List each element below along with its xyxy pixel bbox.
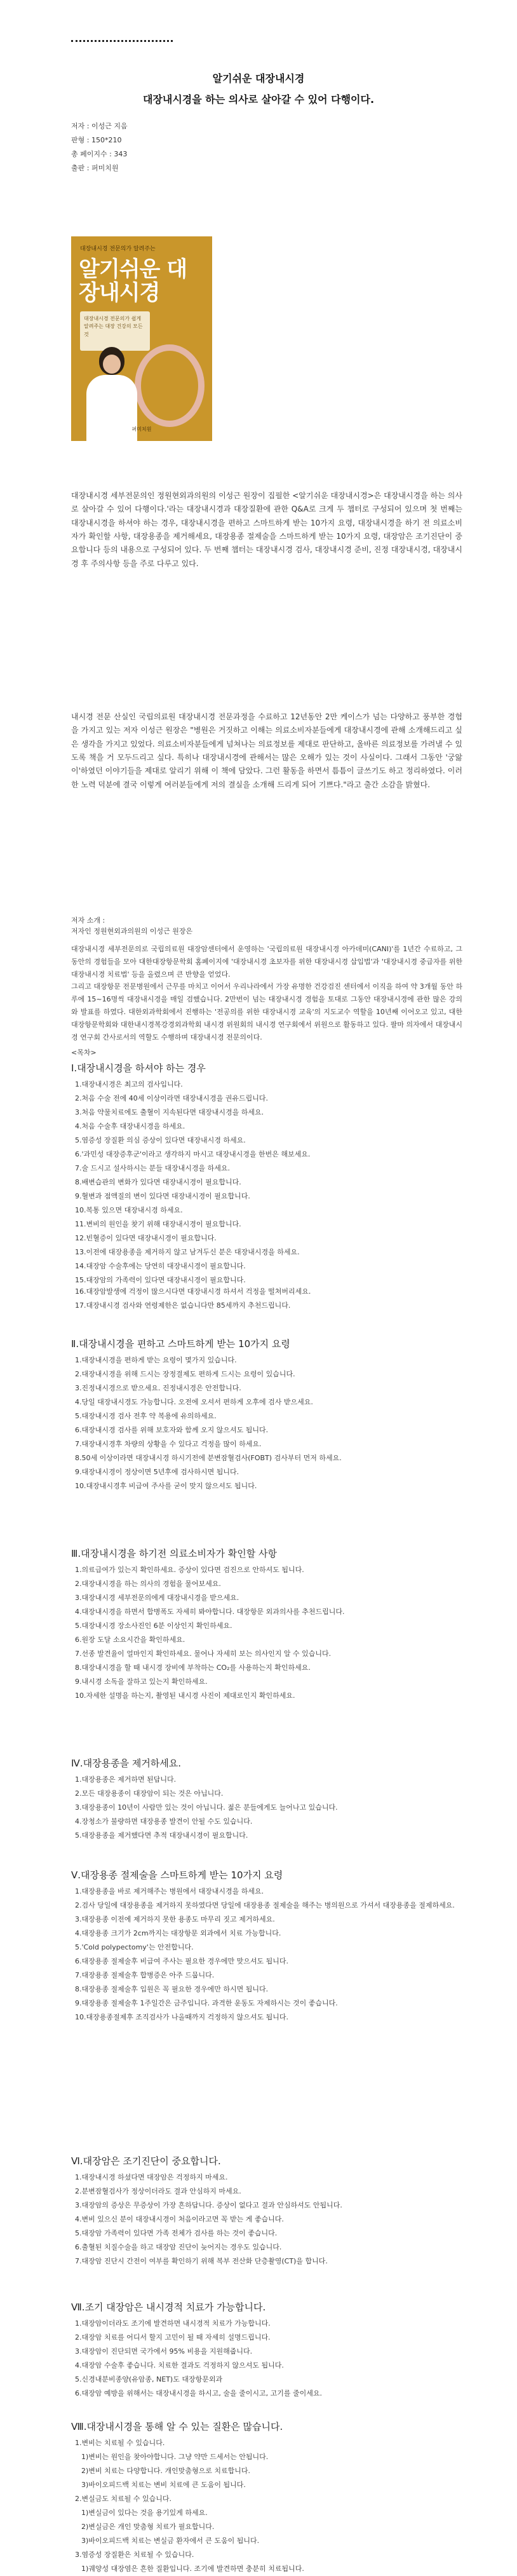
author-section — [71, 915, 462, 1043]
toc-item: 7.대장내시경후 차량의 상황을 수 있다고 걱정을 많이 하세요. — [75, 1440, 262, 1448]
toc-section — [71, 1334, 465, 1493]
toc-item: 1)변실금이 있다는 것을 용기있게 하세요. — [81, 2509, 208, 2517]
toc-item: 1)변비는 원인을 찾아야합니다. 그냥 약만 드세서는 안됩니다. — [81, 2453, 269, 2461]
toc-list — [75, 1353, 465, 1493]
toc-item: 6.원장 도달 소요시간을 확인하세요. — [75, 1636, 185, 1644]
toc-item: 5.염증성 장질환 의심 증상이 있다면 대장내시경 하세요. — [75, 1136, 246, 1144]
author-paragraph: 대장내시경 세부전문의로 국립의료원 대장암센터에서 운영하는 '국립의료원 대장내시경 아카데미(CANI)'를 1년간 수료하고, 그동안의 경험들을 모아 대한대장항문학회 홈페이지에 '대장내시경 초보자를 위한 대장내시경 삽입법'과 '대장내시경 중급자를 위한 대장내시경 치료법' 등을 올렸으며 큰 반향을 얻었다. — [71, 945, 462, 979]
toc-item: 3.처음 약물치료에도 출혈이 지속된다면 대장내시경을 하세요. — [75, 1108, 264, 1116]
intro-paragraph: 대장내시경 세부전문의인 정원현외과의원의 이성근 원장이 집필한 <알기쉬운 대장내시경>은 대장내시경을 하는 의사로 살아갈 수 있어 다행이다.'라는 대장내시경과 대장질환에 관한 Q&A로 크게 두 챕터로 구성되어 있으며 첫 번째는 대장내시경을 하셔야 하는 경우, 대장내시경을 편하고 스마트하게 받는 10가지 요령, 대장내시경을 하기 전 의료소비자가 확인할 사항, 대장용종을 제거해세요, 대장용종 절제술을 스마트하게 받는 10가지 요령, 대장암은 조기진단이 중요합니다 등의 내용으로 구성되어 있다. 두 번째 챕터는 대장내시경 검사, 대장내시경 준비, 진정 대장내시경, 대장내시경 후 주의사항 등을 주로 다루고 있다. — [71, 491, 462, 568]
toc-item: 1.대장용종을 바로 제거해주는 병원에서 대장내시경을 하세요. — [75, 1887, 264, 1895]
toc-item: 1.대장내시경은 최고의 검사입니다. — [75, 1080, 183, 1088]
toc-label: <목차> — [71, 1048, 97, 1057]
toc-section — [71, 1285, 465, 1313]
toc-item: 1.대장내시경 하셨다면 대장암은 걱정하지 마세요. — [75, 2173, 228, 2181]
meta-publisher: 출판 : 퍼미치원 — [71, 164, 119, 172]
toc-section-title: Ⅲ.대장내시경을 하기전 의료소비자가 확인할 사항 — [71, 1548, 277, 1559]
toc-item: 13.이전에 대장용종을 제거하지 않고 남겨두신 분은 대장내시경을 하세요. — [75, 1248, 300, 1256]
toc-list — [75, 2171, 465, 2268]
toc-item: 8.배변습관의 변화가 있다면 대장내시경이 필요합니다. — [75, 1178, 241, 1186]
toc-item: 1.변비는 치료될 수 있습니다. — [75, 2439, 165, 2447]
toc-section-title: Ⅶ.조기 대장암은 내시경적 치료가 가능합니다. — [71, 2301, 266, 2313]
toc-section — [71, 1866, 465, 2024]
doctor-face — [103, 355, 121, 374]
toc-item: 3.진정내시경으로 받으세요. 진정내시경은 안전합니다. — [75, 1384, 241, 1392]
toc-item: 1.의료급여가 있는지 확인하세요. 증상이 있다면 검진으로 안하셔도 됩니다. — [75, 1566, 304, 1574]
toc-item: 4.변비 있으신 분이 대장내시경이 처음이라고면 꼭 받는 게 좋습니다. — [75, 2215, 284, 2223]
toc-item: 3.대장암이 진단되면 국가에서 95% 비용을 지원해줍니다. — [75, 2347, 253, 2356]
dotted-divider — [71, 40, 173, 42]
toc-item: 3.염증성 장질환은 치료될 수 있습니다. — [75, 2551, 194, 2559]
toc-section — [71, 2417, 465, 2576]
toc-item: 6.대장암 예방을 위해서는 대장내시경을 하시고, 술을 줄이시고, 고기를 줄이세요. — [75, 2389, 322, 2397]
toc-item: 10.대장용종절제후 조직검사가 나올때까지 걱정하지 않으셔도 됩니다. — [75, 2013, 288, 2021]
toc-item: 5.대장용종을 제거했다면 추적 대장내시경이 필요합니다. — [75, 1831, 248, 1840]
toc-item: 5.대장내시경 검사 전후 약 복용에 유의하세요. — [75, 1412, 217, 1420]
colon-illustration — [135, 344, 205, 427]
toc-item: 2.모든 대장용종이 대장암이 되는 것은 아닙니다. — [75, 1789, 224, 1798]
toc-item: 8.대장내시경을 할 때 내시경 장비에 부착하는 CO₂를 사용하는지 확인하세요. — [75, 1664, 311, 1672]
toc-list — [75, 1285, 465, 1313]
toc-item: 2)변실금은 개인 맞춤형 치료가 필요합니다. — [81, 2523, 215, 2531]
toc-item: 8.50세 이상이라면 대장내시경 하시기전에 분변잠혈검사(FOBT) 검사부터 먼저 하세요. — [75, 1454, 342, 1462]
toc-section-title: Ⅱ.대장내시경을 편하고 스마트하게 받는 10가지 요령 — [71, 1338, 290, 1350]
toc-item: 2)변비 치료는 다양합니다. 개인맞춤형으로 치료합니다. — [81, 2467, 251, 2475]
meta-format: 판형 : 150*210 — [71, 136, 122, 144]
intro-paragraph: 내시경 전문 산실인 국립의료원 대장내시경 전문과정을 수료하고 12년동안 2만 케이스가 넘는 다양하고 풍부한 경험을 가지고 있는 저자 이성근 원장은 "병원은 거짓하고 이해는 의료소비자분들에게 대장내시경에 관해 소개해드리고 싶은 생각을 가지고 있었다. 의료소비자분들에게 넘쳐나는 의료정보를 제대로 판단하고, 올바른 의료정보를 가려낼 수 있도록 책을 거 모두드리고 싶다. 특히나 대장내시경에 관해서는 많은 오해가 있는 것이 사실이다. 그래서 그동안 '궁앓이'하였던 이야기들을 제대로 알리기 위해 이 책에 담았다. 그런 활동을 하면서 틈틈이 글쓰기도 하고 정리하였다. 이러한 노력 덕분에 결국 이렇게 여러분들에게 저의 결실을 소개해 드리게 되어 기쁘다."라고 출간 소감을 밝혔다. — [71, 712, 462, 789]
book-cover-image — [71, 236, 212, 441]
toc-item: 15.대장암의 가족력이 있다면 대장내시경이 필요합니다. — [75, 1276, 246, 1284]
book-title: 알기쉬운 대장내시경 — [212, 72, 305, 85]
toc-item: 5.신경내분비종양(유암종, NET)도 대장항문외과 — [75, 2375, 223, 2383]
toc-item: 12.빈혈증이 있다면 대장내시경이 필요합니다. — [75, 1234, 217, 1242]
toc-item: 9.혈변과 점액질의 변이 있다면 대장내시경이 필요합니다. — [75, 1192, 250, 1200]
toc-section-title: Ⅳ.대장용종을 제거하세요. — [71, 1758, 182, 1769]
toc-item: 10.대장내시경후 비급여 주사를 굳이 맞지 않으셔도 됩니다. — [75, 1482, 257, 1490]
toc-list — [75, 1563, 465, 1703]
toc-section-title: Ⅴ.대장용종 절제술을 스마트하게 받는 10가지 요령 — [71, 1869, 283, 1881]
toc-item: 1.대장내시경을 편하게 받는 요령이 몇가지 있습니다. — [75, 1356, 237, 1364]
toc-item: 2.대장내시경을 하는 의사의 경험을 물어보세요. — [75, 1580, 221, 1588]
toc-item: 8.대장용종 절제술후 입원은 꼭 필요한 경우에만 하시면 됩니다. — [75, 1985, 269, 1993]
cover-publisher: 퍼미치원 — [131, 426, 152, 432]
toc-item: 6.'과민성 대장증후군'이라고 생각하지 마시고 대장내시경을 한번은 해보세요. — [75, 1150, 311, 1158]
toc-item: 2.처음 수술 전에 40세 이상이라면 대장내시경을 권유드립니다. — [75, 1094, 268, 1102]
toc-item: 3.대장내시경 세부전문의에게 대장내시경을 받으세요. — [75, 1594, 239, 1602]
toc-item: 4.처음 수술후 대장내시경을 하세요. — [75, 1122, 185, 1130]
book-meta — [71, 119, 452, 175]
toc-section — [71, 2152, 465, 2268]
toc-item: 10.자세한 설명을 하는지, 촬영된 내시경 사진이 제대로인지 확인하세요. — [75, 1691, 295, 1700]
toc-section-title: Ⅷ.대장내시경을 통해 알 수 있는 질환은 많습니다. — [71, 2421, 283, 2432]
toc-item: 6.출혈된 치질수술을 하고 대장암 진단이 늦어지는 경우도 있습니다. — [75, 2243, 282, 2251]
author-heading: 저자 소개 : — [71, 916, 105, 925]
toc-item: 11.변비의 원인을 찾기 위해 대장내시경이 필요합니다. — [75, 1220, 241, 1228]
cover-sub-text: 대장내시경 전문의가 쉽게 알려주는 대장 건강의 모든 것 — [80, 311, 150, 351]
toc-section — [71, 1754, 465, 1843]
toc-item: 4.대장내시경을 하면서 합병폭도 자세히 봐야합니다. 대장항문 외과의사를 추천드립니다. — [75, 1608, 345, 1616]
toc-item: 4.당일 대장내시경도 가능합니다. 오전에 오셔서 편하게 오후에 검사 받으세요. — [75, 1398, 313, 1406]
toc-item: 2.검사 당일에 대장용종을 제거하지 못하였다면 당일에 대장용종 절제술을 해주는 병의원으로 가셔서 대장용종을 절제하세요. — [75, 1901, 455, 1909]
toc-item: 3)바이오피드백 치료는 변비 치료에 큰 도움이 됩니다. — [81, 2481, 246, 2489]
toc-item: 1.대장용종은 제거하면 된답니다. — [75, 1775, 177, 1784]
toc-item: 6.대장내시경 검사를 위해 보호자와 함께 오지 않으셔도 됩니다. — [75, 1426, 269, 1434]
toc-item: 4.대장암 수술후 좋습니다. 치료한 결과도 걱정하지 않으셔도 됩니다. — [75, 2361, 284, 2369]
meta-author: 저자 : 이성근 지음 — [71, 122, 128, 130]
cover-top-text: 대장내시경 전문의가 알려주는 — [80, 246, 156, 252]
toc-item: 5.대장암 가족력이 있다면 가족 전체가 검사를 하는 것이 좋습니다. — [75, 2229, 278, 2237]
toc-item: 3.대장암의 증상은 무증상이 가장 흔하답니다. 증상이 없다고 결과 안심하셔도 안됩니다. — [75, 2201, 342, 2209]
toc-section-title: Ⅵ.대장암은 조기진단이 중요합니다. — [71, 2155, 221, 2167]
author-paragraph: 그리고 대장항문 전문병원에서 근무를 마치고 이어서 우리나라에서 가장 유명한 건강검진 센터에서 이직을 하여 약 3개월 동안 하루에 15~16명씩 대장내시경을 매일 검했습니다. 2만번이 넘는 대장내시경 경험을 토대로 그동안 대장내시경에 관한 많은 강의와 발표를 하였다. 대한외과학회에서 진행하는 '전공의를 위한 대장내시경 교육'의 지도교수 역할을 10년째 이어오고 있고, 대한대장항문학회와 대한내시경복강경외과학회 내시경 위원회의 내시경 연구회에서 위원으로 활동하고 있다. 팔마 의자에서 대장내시경 연구회 간사로서의 역할도 수행하며 대장내시경 전문의이다. — [71, 982, 462, 1041]
author-name: 저자인 정원현외과의원의 이성근 원장은 — [71, 927, 193, 936]
toc-list — [75, 2436, 465, 2576]
toc-item: 3)바이오피드백 치료는 변실금 환자에서 큰 도움이 됩니다. — [81, 2537, 260, 2545]
toc-item: 1.대장암이더라도 조기에 발견하면 내시경적 치료가 가능합니다. — [75, 2319, 271, 2328]
toc-item: 6.대장용종 절제술후 비급여 주사는 필요한 경우에만 맞으셔도 됩니다. — [75, 1957, 288, 1965]
toc-item: 7.대장용종 절제술후 합병증은 아주 드뭅니다. — [75, 1971, 215, 1979]
toc-list — [75, 1078, 465, 1287]
toc-section — [71, 2298, 465, 2401]
toc-item: 9.내시경 소독을 잘하고 있는지 확인하세요. — [75, 1678, 208, 1686]
toc-item: 2.대장암 치료를 어디서 할지 고민이 될 때 자세히 설명드립니다. — [75, 2333, 271, 2342]
toc-item: 7.대장암 진단시 간전이 여부를 확인하기 위해 복부 전산화 단층촬영(CT)을 합니다. — [75, 2257, 328, 2265]
toc-item: 4.대장용종 크기가 2cm까지는 대장항문 외과에서 치료 가능합니다. — [75, 1929, 281, 1937]
toc-item: 7.술 드시고 설사하시는 분들 대장내시경을 하세요. — [75, 1164, 230, 1172]
toc-section-title: Ⅰ.대장내시경을 하셔야 하는 경우 — [71, 1062, 206, 1074]
toc-item: 3.대장용종이 10년이 사람만 있는 것이 아닙니다. 젊은 분들에게도 늘어나고 있습니다. — [75, 1803, 338, 1812]
toc-item: 2.분변잠혈검사가 정상이더라도 결과 안심하지 마세요. — [75, 2187, 241, 2195]
toc-list — [75, 1773, 465, 1843]
toc-item: 3.대장용종 이전에 제거하지 못한 용종도 마무리 짓고 제거하세요. — [75, 1915, 275, 1923]
cover-title: 알기쉬운 대장내시경 — [79, 257, 187, 306]
toc-item: 1)궤양성 대장염은 흔한 질환입니다. 조기에 발견하면 충분히 치료됩니다. — [81, 2565, 304, 2573]
book-subtitle: 대장내시경을 하는 의사로 살아갈 수 있어 다행이다. — [142, 93, 375, 105]
toc-item: 5.대장내시경 장소사진인 6분 이상인지 확인하세요. — [75, 1622, 232, 1630]
toc-section — [71, 1544, 465, 1703]
toc-item: 4.장청소가 불량하면 대장용종 발견이 안될 수도 있습니다. — [75, 1817, 253, 1826]
toc-item: 17.대장내시경 검사와 연령제한은 없습니다만 85세까지 추천드립니다. — [75, 1301, 291, 1310]
toc-item: 16.대장암발생에 걱정이 많으시다면 대장내시경 하셔서 걱정을 떨쳐버리세요. — [75, 1287, 311, 1296]
toc-list — [75, 2317, 465, 2401]
title-block — [0, 71, 517, 108]
toc-section — [71, 1059, 465, 1287]
toc-item: 5.'Cold polypectomy'는 안전합니다. — [75, 1943, 194, 1951]
meta-pages: 총 페이지수 : 343 — [71, 150, 128, 158]
toc-item: 7.선종 발견율이 얼마인지 확인하세요. 물어나 자세히 보는 의사인지 알 수 있습니다. — [75, 1650, 332, 1658]
toc-item: 9.대장내시경이 정상이면 5년후에 검사하시면 됩니다. — [75, 1468, 239, 1476]
toc-item: 9.대장용종 절제술후 1주일간은 금주입니다. 과격한 운동도 자제하시는 것이 좋습니다. — [75, 1999, 338, 2007]
toc-item: 2.대장내시경을 위해 드시는 장정결제도 편하게 드시는 요령이 있습니다. — [75, 1370, 295, 1378]
toc-list — [75, 1885, 465, 2024]
toc-item: 10.복통 있으면 대장내시경 하세요. — [75, 1206, 183, 1214]
toc-item: 14.대장암 수술후에는 당연히 대장내시경이 필요합니다. — [75, 1262, 246, 1270]
toc-item: 2.변실금도 치료될 수 있습니다. — [75, 2495, 171, 2503]
